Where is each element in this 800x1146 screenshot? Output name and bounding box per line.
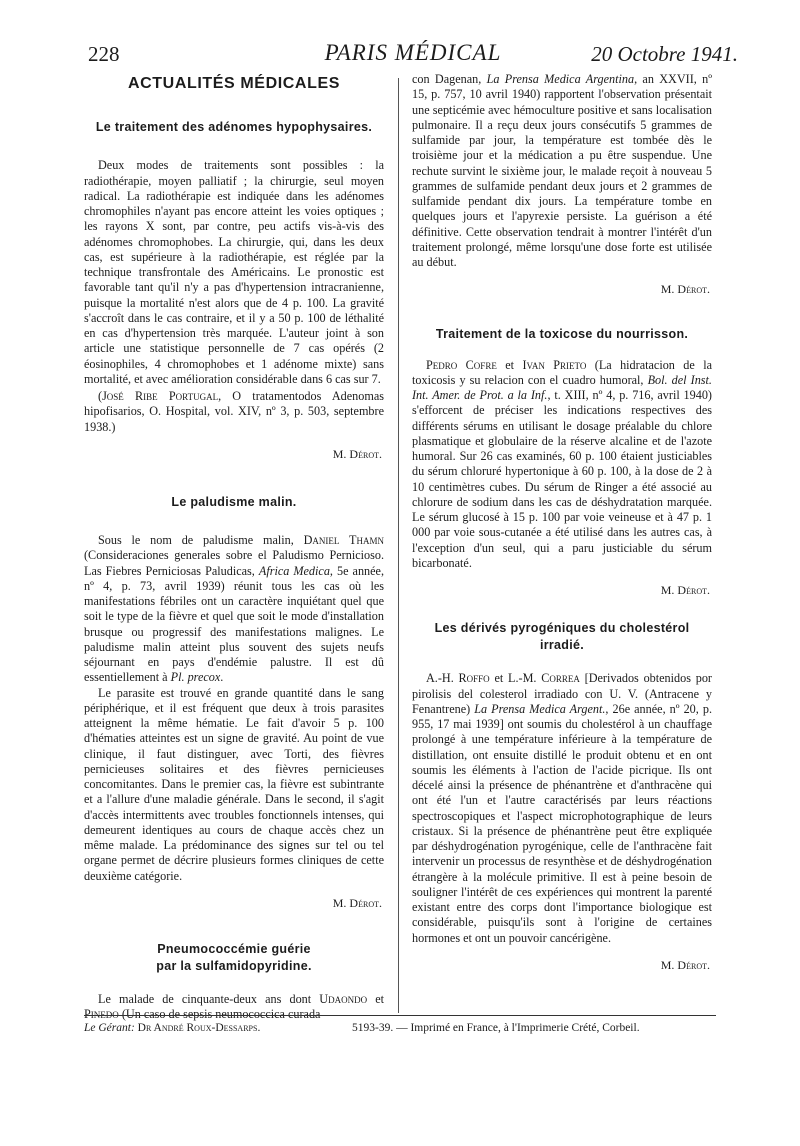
running-header (88, 40, 738, 74)
article-paragraph: Le malade de cinquante-deux ans dont Udaondo et Pinedo (Un caso de sepsis neumococcica curada (84, 992, 385, 1022)
article-paragraph: Pedro Cofre et Ivan Prieto (La hidratacion de la toxicosis y su relacion con el cuadro humoral, Bol. del Inst. Int. Amer. de Prot. a la Inf., t. XIII, nº 4, p. 716, avril 1940) s'efforcent de préciser les indications respectives des différents sérums en utilisant le dosage préalable du chlore plasmatique et globulaire de la réserve alcaline et de l'azote humoral. Sur 26 cas examinés, 60 p. 100 étaient justiciables du sérum chloruré hypertonique à 60 p. 100, à la dose de 2 à 10 centimètres cubes. Du sérum de Ringer a été associé au chlorure de sodium dans les cas de déshydratation marquée. Le sérum glucosé à 15 p. 100 par voie veineuse et à 47 p. 1 000 par voie sous-cutanée a été utilisé dans les autres cas, à l'exception d'un seul, qui a paru justiciable du sérum bicarbonaté. (412, 357, 713, 570)
article-title-pneumococcemie: Pneumococcémie guérie par la sulfamidopyridine. (156, 942, 312, 973)
right-column (412, 72, 712, 973)
issue-date: 20 Octobre 1941. (591, 42, 738, 66)
article-title-cholesterol: Les dérivés pyrogéniques du cholestérol irradié. (434, 621, 690, 653)
journal-title: PARIS MÉDICAL (324, 40, 502, 65)
article-title-toxicose: Traitement de la toxicose du nourrisson. (435, 326, 689, 341)
left-column (84, 72, 384, 1023)
article-title-paludisme: Le paludisme malin. (171, 495, 297, 509)
article-paragraph: con Dagenan, La Prensa Medica Argentina, an XXVII, nº 15, p. 757, 10 avril 1940) rapportent l'observation présentait une septicémie avec hémoculture positive et sans localisation pulmonaire. Il a reçu deux jours consécutifs 5 grammes de sulfamide par jour, la température est tombée dès le troisième jour et la médication a pu être suspendue. Une rechute survint le sixième jour, le malade reçoit à nouveau 5 grammes de sulfamide pendant deux jours et 2 grammes de sulfamide pendant dix jours. La température tombe en quelques jours et l'apyrexie persiste. La guérison a été définitive. Cette observation tendrait à montrer l'intérêt d'un traitement prolongé, même lorsqu'une dose forte est utilisée au début. (412, 72, 712, 269)
signature: M. Dérot. (332, 446, 382, 461)
article-title-adenomes: Le traitement des adénomes hypophysaires. (95, 120, 373, 135)
page-number: 228 (88, 42, 120, 66)
gerant: Le Gérant: Dr André Roux-Dessarps. (84, 1022, 261, 1034)
ref-author: José Ribe Portugal (102, 389, 219, 403)
section-heading: ACTUALITÉS MÉDICALES (128, 75, 340, 92)
article-reference: (José Ribe Portugal, O tratamentodos Adenomas hipofisarios, O. Hospital, vol. XIV, nº 3, p. 503, septembre 1938.) (84, 389, 384, 434)
ref-author: Daniel Thamn (303, 533, 384, 547)
article-paragraph: Sous le nom de paludisme malin, Daniel Thamn (Consideraciones generales sobre el Paludismo Pernicioso. Las Fiebres Perniciosas Paludicas, Africa Medica, 5e année, nº 4, p. 73, avril 1939) réunit tous les cas où les manifestations fébriles ont un caractère inquiétant quel que soit le type de la fièvre et quel que soit le mode d'installation brusque ou progressif des manifestations malignes. Le paludisme malin atteint plus souvent des sujets neufs séjournant en pays d'endémie palustre. Il est dû essentiellement à Pl. precox. (84, 533, 384, 685)
signature: M. Dérot. (660, 282, 710, 297)
signature: M. Dérot. (660, 957, 710, 972)
footer (84, 1015, 716, 1034)
signature: M. Dérot. (660, 583, 710, 597)
article-paragraph: A.-H. Roffo et L.-M. Correa [Derivados obtenidos por pirolisis del colesterol irradiado con U. V. (Antracene y Fenantrene) La Prensa Medica Argent., 26e année, nº 20, p. 955, 17 mai 1939] ont soumis du cholestérol à un chauffage prolongé à une température inférieure à la température de distillation, ont ensuite distillé le produit obtenu et en ont soumis les éléments à l'action de l'acide picrique. Ils ont décelé ainsi la présence de phénantrène et d'anthracène qui ont été l'un et l'autre caractérisés par leurs réactions spectroscopiques et l'aspect microphotographique de leurs cristaux. Si la présence de phénantrène peut être expliquée par déshydrogénation pyrogénique, celle de l'anthracène fait intervenir un processus de resynthèse et de déshydrogénation étrangère à la molécule primitive. Il est à peine besoin de souligner l'intérêt de ces expériences qui montrent la parenté existant entre des corps dont l'importance biologique est considérable, puisqu'ils sont à l'origine de certaines hormones et ont un pouvoir cancérigène. (412, 671, 712, 945)
printer-line: 5193-39. — Imprimé en France, à l'Imprimerie Crété, Corbeil. (352, 1022, 640, 1034)
article-paragraph: Deux modes de traitements sont possibles : la radiothérapie, moyen palliatif ; la chirurgie, seul moyen radical. La radiothérapie est indiquée dans les adénomes chromophiles n'ayant pas encore atteint les voies optiques ; les rayons X sont, par contre, peu actifs vis-à-vis des adénomes chromophobes. La chirurgie, qui, dans les deux cas, est supérieure à la radiothérapie, est réglée par la technique transfrontale des Américains. Le pronostic est favorable tant qu'il n'y a pas d'hypertension intracranienne, puisque la mortalité n'est alors que de 4 p. 100. La gravité s'accroît dans le cas contraire, et il y a 50 p. 100 de léthalité en cas d'hypertension très marquée. L'auteur joint à son article une statistique personnelle de 7 cas opérés (2 éosinophiles, 4 chromophobes et 1 adénome mixte) sans mortalité, et avec amélioration considérable dans 6 cas sur 7. (84, 158, 384, 386)
article-paragraph: Le parasite est trouvé en grande quantité dans le sang périphérique, et il est fréquent que deux à trois parasites atteignent la même hématie. Le fait d'avoir 5 p. 100 d'hématies atteintes est un signe de gravité. Au point de vue clinique, il faut distinguer, avec Torti, des fièvres pernicieuses solitaires et des fièvres pernicieuses concomitantes. Dans le premier cas, la fièvre est subintrante et a l'allure d'une maladie générale. Dans le second, il s'agit d'accès intermittents avec troubles fonctionnels intenses, qui demeurent identiques au cours de chaque accès chez un même malade. La prédominance des signes sur tel ou tel organe permet de décrire plusieurs formes cliniques de cette deuxième catégorie. (84, 685, 384, 883)
column-divider (398, 78, 399, 1013)
signature: M. Dérot. (332, 895, 382, 910)
